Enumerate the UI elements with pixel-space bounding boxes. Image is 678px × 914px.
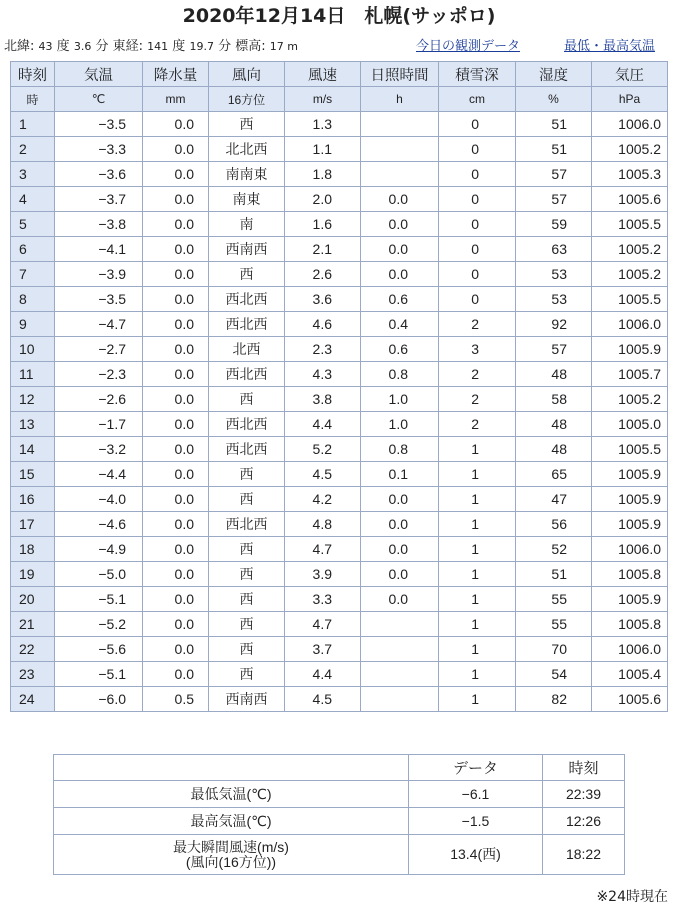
precipitation-cell: 0.0 (143, 212, 209, 237)
pressure-cell: 1005.9 (592, 462, 668, 487)
precipitation-cell: 0.0 (143, 387, 209, 412)
hour-cell: 10 (11, 337, 55, 362)
wind-speed-cell: 4.5 (285, 687, 361, 712)
unit-cell: cm (439, 87, 516, 112)
precipitation-cell: 0.0 (143, 587, 209, 612)
min-unit: 分 (95, 39, 109, 54)
temperature-cell: −3.6 (55, 162, 143, 187)
sunshine-cell: 0.0 (361, 187, 439, 212)
temperature-cell: −5.2 (55, 612, 143, 637)
pressure-cell: 1006.0 (592, 112, 668, 137)
precipitation-cell: 0.0 (143, 112, 209, 137)
precipitation-cell: 0.0 (143, 187, 209, 212)
hour-cell: 15 (11, 462, 55, 487)
sunshine-cell (361, 162, 439, 187)
sunshine-cell: 0.0 (361, 512, 439, 537)
temperature-cell: −4.6 (55, 512, 143, 537)
humidity-cell: 65 (516, 462, 592, 487)
table-row (11, 462, 668, 487)
pressure-cell: 1005.5 (592, 212, 668, 237)
humidity-cell: 59 (516, 212, 592, 237)
table-row (11, 387, 668, 412)
temperature-cell: −6.0 (55, 687, 143, 712)
summary-label-line2: (風向(16方位)) (185, 853, 277, 870)
wind-direction-cell: 西 (209, 387, 285, 412)
hour-cell: 9 (11, 312, 55, 337)
snow-depth-cell: 1 (439, 562, 516, 587)
sunshine-cell: 1.0 (361, 387, 439, 412)
wind-direction-cell: 西 (209, 587, 285, 612)
humidity-cell: 82 (516, 687, 592, 712)
hour-cell: 17 (11, 512, 55, 537)
hour-cell: 12 (11, 387, 55, 412)
wind-speed-cell: 4.7 (285, 537, 361, 562)
humidity-cell: 57 (516, 162, 592, 187)
pressure-cell: 1006.0 (592, 637, 668, 662)
wind-speed-cell: 3.9 (285, 562, 361, 587)
summary-time: 12:26 (543, 808, 625, 835)
snow-depth-cell: 2 (439, 412, 516, 437)
table-row (11, 362, 668, 387)
snow-depth-cell: 1 (439, 437, 516, 462)
precipitation-cell: 0.0 (143, 512, 209, 537)
pressure-cell: 1005.2 (592, 387, 668, 412)
sunshine-cell (361, 687, 439, 712)
wind-direction-cell: 西 (209, 262, 285, 287)
snow-depth-cell: 1 (439, 687, 516, 712)
station-info (4, 36, 674, 58)
hour-cell: 13 (11, 412, 55, 437)
table-row (11, 287, 668, 312)
wind-speed-cell: 4.8 (285, 512, 361, 537)
wind-direction-cell: 西北西 (209, 312, 285, 337)
wind-speed-cell: 2.3 (285, 337, 361, 362)
lat-label: 北緯: (4, 39, 35, 54)
hour-cell: 5 (11, 212, 55, 237)
summary-header-cell: データ (409, 755, 543, 781)
humidity-cell: 51 (516, 112, 592, 137)
wind-speed-cell: 3.8 (285, 387, 361, 412)
wind-speed-cell: 4.4 (285, 662, 361, 687)
sunshine-cell (361, 637, 439, 662)
wind-direction-cell: 西 (209, 562, 285, 587)
wind-direction-cell: 西 (209, 637, 285, 662)
temperature-cell: −5.0 (55, 562, 143, 587)
sunshine-cell: 0.1 (361, 462, 439, 487)
humidity-cell: 55 (516, 587, 592, 612)
header-cell: 時刻 (11, 62, 55, 87)
hour-cell: 21 (11, 612, 55, 637)
table-row (11, 487, 668, 512)
hour-cell: 8 (11, 287, 55, 312)
unit-cell: % (516, 87, 592, 112)
wind-direction-cell: 西北西 (209, 437, 285, 462)
humidity-cell: 70 (516, 637, 592, 662)
summary-header-cell: 時刻 (543, 755, 625, 781)
alt-value: 17 m (269, 40, 298, 53)
header-cell: 湿度 (516, 62, 592, 87)
header-cell: 風速 (285, 62, 361, 87)
precipitation-cell: 0.0 (143, 662, 209, 687)
unit-cell: h (361, 87, 439, 112)
temperature-cell: −3.5 (55, 287, 143, 312)
sunshine-cell: 0.0 (361, 587, 439, 612)
wind-speed-cell: 1.6 (285, 212, 361, 237)
wind-direction-cell: 西 (209, 537, 285, 562)
wind-direction-cell: 西南西 (209, 237, 285, 262)
wind-direction-cell: 南 (209, 212, 285, 237)
precipitation-cell: 0.0 (143, 612, 209, 637)
table-row (11, 537, 668, 562)
snow-depth-cell: 1 (439, 587, 516, 612)
hour-cell: 23 (11, 662, 55, 687)
pressure-cell: 1005.4 (592, 662, 668, 687)
sunshine-cell: 0.6 (361, 287, 439, 312)
unit-cell: 16方位 (209, 87, 285, 112)
hour-cell: 19 (11, 562, 55, 587)
humidity-cell: 53 (516, 287, 592, 312)
header-cell: 積雪深 (439, 62, 516, 87)
table-row (11, 637, 668, 662)
location-text (4, 36, 298, 58)
wind-speed-cell: 2.6 (285, 262, 361, 287)
precipitation-cell: 0.0 (143, 262, 209, 287)
alt-label: 標高: (235, 39, 266, 54)
snow-depth-cell: 1 (439, 662, 516, 687)
snow-depth-cell: 2 (439, 387, 516, 412)
temperature-cell: −2.6 (55, 387, 143, 412)
temperature-cell: −5.6 (55, 637, 143, 662)
snow-depth-cell: 2 (439, 312, 516, 337)
wind-speed-cell: 4.5 (285, 462, 361, 487)
temperature-cell: −4.4 (55, 462, 143, 487)
sunshine-cell: 0.0 (361, 237, 439, 262)
summary-value: 13.4(西) (409, 835, 543, 875)
snow-depth-cell: 1 (439, 537, 516, 562)
precipitation-cell: 0.0 (143, 537, 209, 562)
wind-speed-cell: 3.6 (285, 287, 361, 312)
sunshine-cell: 0.8 (361, 437, 439, 462)
snow-depth-cell: 1 (439, 512, 516, 537)
unit-cell: 時 (11, 87, 55, 112)
hour-cell: 22 (11, 637, 55, 662)
pressure-cell: 1005.2 (592, 137, 668, 162)
pressure-cell: 1005.9 (592, 337, 668, 362)
wind-speed-cell: 1.3 (285, 112, 361, 137)
temperature-cell: −4.0 (55, 487, 143, 512)
table-row (11, 562, 668, 587)
precipitation-cell: 0.0 (143, 237, 209, 262)
humidity-cell: 54 (516, 662, 592, 687)
summary-value: −1.5 (409, 808, 543, 835)
hour-cell: 3 (11, 162, 55, 187)
temperature-cell: −4.9 (55, 537, 143, 562)
precipitation-cell: 0.5 (143, 687, 209, 712)
snow-depth-cell: 0 (439, 237, 516, 262)
wind-direction-cell: 西 (209, 462, 285, 487)
wind-direction-cell: 西北西 (209, 512, 285, 537)
wind-direction-cell: 北西 (209, 337, 285, 362)
minmax-temp-link[interactable]: 最低・最高気温 (564, 39, 656, 54)
temperature-cell: −3.9 (55, 262, 143, 287)
summary-label (54, 835, 409, 875)
page-title: 2020年12月14日 札幌(サッポロ) (182, 5, 496, 27)
humidity-cell: 53 (516, 262, 592, 287)
wind-direction-cell: 西 (209, 112, 285, 137)
humidity-cell: 51 (516, 562, 592, 587)
temperature-cell: −5.1 (55, 662, 143, 687)
humidity-cell: 47 (516, 487, 592, 512)
precipitation-cell: 0.0 (143, 437, 209, 462)
snow-depth-cell: 0 (439, 187, 516, 212)
snow-depth-cell: 1 (439, 637, 516, 662)
snow-depth-cell: 0 (439, 137, 516, 162)
pressure-cell: 1005.6 (592, 687, 668, 712)
wind-direction-cell: 西 (209, 487, 285, 512)
summary-time: 22:39 (543, 781, 625, 808)
deg-unit-2: 度 (172, 39, 186, 54)
pressure-cell: 1005.2 (592, 262, 668, 287)
sunshine-cell: 0.4 (361, 312, 439, 337)
table-row (11, 187, 668, 212)
hour-cell: 18 (11, 537, 55, 562)
hour-cell: 6 (11, 237, 55, 262)
unit-cell: hPa (592, 87, 668, 112)
lat-deg: 43 (38, 40, 53, 53)
table-row (11, 137, 668, 162)
summary-table (53, 754, 625, 875)
precipitation-cell: 0.0 (143, 162, 209, 187)
header-cell: 降水量 (143, 62, 209, 87)
snow-depth-cell: 2 (439, 362, 516, 387)
hour-cell: 14 (11, 437, 55, 462)
humidity-cell: 63 (516, 237, 592, 262)
temperature-cell: −2.3 (55, 362, 143, 387)
snow-depth-cell: 0 (439, 112, 516, 137)
summary-label: 最低気温(℃) (54, 781, 409, 808)
humidity-cell: 57 (516, 337, 592, 362)
hourly-body (11, 112, 668, 712)
wind-direction-cell: 西北西 (209, 412, 285, 437)
hour-cell: 7 (11, 262, 55, 287)
table-row (11, 412, 668, 437)
wind-speed-cell: 4.2 (285, 487, 361, 512)
temperature-cell: −2.7 (55, 337, 143, 362)
humidity-cell: 52 (516, 537, 592, 562)
summary-header-cell (54, 755, 409, 781)
hour-cell: 1 (11, 112, 55, 137)
snow-depth-cell: 1 (439, 487, 516, 512)
min-unit-2: 分 (218, 39, 232, 54)
temperature-cell: −1.7 (55, 412, 143, 437)
table-row (11, 162, 668, 187)
pressure-cell: 1005.5 (592, 287, 668, 312)
hour-cell: 4 (11, 187, 55, 212)
lon-label: 東経: (112, 39, 144, 54)
unit-cell: ℃ (55, 87, 143, 112)
header-cell: 気温 (55, 62, 143, 87)
precipitation-cell: 0.0 (143, 462, 209, 487)
sunshine-cell: 0.0 (361, 537, 439, 562)
pressure-cell: 1005.9 (592, 587, 668, 612)
precipitation-cell: 0.0 (143, 562, 209, 587)
today-data-link[interactable]: 今日の観測データ (416, 39, 521, 54)
hour-cell: 20 (11, 587, 55, 612)
precipitation-cell: 0.0 (143, 487, 209, 512)
temperature-cell: −3.7 (55, 187, 143, 212)
lat-min: 3.6 (73, 40, 92, 53)
temperature-cell: −3.8 (55, 212, 143, 237)
pressure-cell: 1005.3 (592, 162, 668, 187)
precipitation-cell: 0.0 (143, 412, 209, 437)
hourly-table (10, 61, 668, 712)
sunshine-cell (361, 137, 439, 162)
snow-depth-cell: 3 (439, 337, 516, 362)
footnote: ※24時現在 (596, 889, 668, 905)
summary-header-row (54, 755, 625, 781)
wind-direction-cell: 西南西 (209, 687, 285, 712)
temperature-cell: −3.2 (55, 437, 143, 462)
table-row (11, 687, 668, 712)
unit-cell: m/s (285, 87, 361, 112)
humidity-cell: 57 (516, 187, 592, 212)
wind-speed-cell: 3.3 (285, 587, 361, 612)
deg-unit: 度 (56, 39, 70, 54)
header-cell: 風向 (209, 62, 285, 87)
temperature-cell: −4.1 (55, 237, 143, 262)
humidity-cell: 48 (516, 412, 592, 437)
table-row (11, 237, 668, 262)
wind-direction-cell: 南東 (209, 187, 285, 212)
summary-label: 最高気温(℃) (54, 808, 409, 835)
sunshine-cell (361, 112, 439, 137)
header-cell: 気圧 (592, 62, 668, 87)
hour-cell: 16 (11, 487, 55, 512)
summary-row-max-gust (54, 835, 625, 875)
precipitation-cell: 0.0 (143, 137, 209, 162)
humidity-cell: 48 (516, 362, 592, 387)
sunshine-cell (361, 612, 439, 637)
wind-speed-cell: 4.7 (285, 612, 361, 637)
humidity-cell: 58 (516, 387, 592, 412)
wind-direction-cell: 南南東 (209, 162, 285, 187)
wind-direction-cell: 西 (209, 662, 285, 687)
hour-cell: 24 (11, 687, 55, 712)
wind-speed-cell: 1.1 (285, 137, 361, 162)
precipitation-cell: 0.0 (143, 637, 209, 662)
humidity-cell: 56 (516, 512, 592, 537)
precipitation-cell: 0.0 (143, 362, 209, 387)
precipitation-cell: 0.0 (143, 312, 209, 337)
pressure-cell: 1005.8 (592, 562, 668, 587)
wind-direction-cell: 西北西 (209, 287, 285, 312)
lon-min: 19.7 (189, 40, 214, 53)
snow-depth-cell: 1 (439, 462, 516, 487)
pressure-cell: 1006.0 (592, 312, 668, 337)
summary-row-max-temp (54, 808, 625, 835)
wind-speed-cell: 5.2 (285, 437, 361, 462)
snow-depth-cell: 0 (439, 212, 516, 237)
temperature-cell: −3.3 (55, 137, 143, 162)
wind-speed-cell: 2.1 (285, 237, 361, 262)
table-row (11, 112, 668, 137)
sunshine-cell: 0.0 (361, 212, 439, 237)
table-row (11, 212, 668, 237)
table-row (11, 312, 668, 337)
precipitation-cell: 0.0 (143, 287, 209, 312)
summary-value: −6.1 (409, 781, 543, 808)
table-row (11, 512, 668, 537)
table-row (11, 262, 668, 287)
snow-depth-cell: 1 (439, 612, 516, 637)
hour-cell: 2 (11, 137, 55, 162)
sunshine-cell: 0.8 (361, 362, 439, 387)
summary-label-line1: 最大瞬間風速(m/s) (173, 838, 289, 855)
pressure-cell: 1005.9 (592, 512, 668, 537)
pressure-cell: 1005.5 (592, 437, 668, 462)
sunshine-cell (361, 662, 439, 687)
pressure-cell: 1005.8 (592, 612, 668, 637)
sunshine-cell: 0.6 (361, 337, 439, 362)
header-cell: 日照時間 (361, 62, 439, 87)
snow-depth-cell: 0 (439, 287, 516, 312)
summary-time: 18:22 (543, 835, 625, 875)
snow-depth-cell: 0 (439, 262, 516, 287)
table-row (11, 662, 668, 687)
lon-deg: 141 (147, 40, 169, 53)
unit-cell: mm (143, 87, 209, 112)
wind-speed-cell: 4.6 (285, 312, 361, 337)
wind-speed-cell: 2.0 (285, 187, 361, 212)
table-row (11, 337, 668, 362)
wind-speed-cell: 4.3 (285, 362, 361, 387)
humidity-cell: 92 (516, 312, 592, 337)
temperature-cell: −4.7 (55, 312, 143, 337)
sunshine-cell: 0.0 (361, 487, 439, 512)
table-row (11, 612, 668, 637)
temperature-cell: −3.5 (55, 112, 143, 137)
wind-direction-cell: 北北西 (209, 137, 285, 162)
pressure-cell: 1006.0 (592, 537, 668, 562)
humidity-cell: 51 (516, 137, 592, 162)
pressure-cell: 1005.9 (592, 487, 668, 512)
wind-speed-cell: 3.7 (285, 637, 361, 662)
sunshine-cell: 1.0 (361, 412, 439, 437)
pressure-cell: 1005.6 (592, 187, 668, 212)
sunshine-cell: 0.0 (361, 562, 439, 587)
header-row (11, 62, 668, 87)
humidity-cell: 55 (516, 612, 592, 637)
wind-direction-cell: 西 (209, 612, 285, 637)
pressure-cell: 1005.0 (592, 412, 668, 437)
hour-cell: 11 (11, 362, 55, 387)
pressure-cell: 1005.7 (592, 362, 668, 387)
units-row (11, 87, 668, 112)
temperature-cell: −5.1 (55, 587, 143, 612)
table-row (11, 437, 668, 462)
humidity-cell: 48 (516, 437, 592, 462)
pressure-cell: 1005.2 (592, 237, 668, 262)
precipitation-cell: 0.0 (143, 337, 209, 362)
wind-direction-cell: 西北西 (209, 362, 285, 387)
sunshine-cell: 0.0 (361, 262, 439, 287)
summary-row-min-temp (54, 781, 625, 808)
wind-speed-cell: 4.4 (285, 412, 361, 437)
table-row (11, 587, 668, 612)
snow-depth-cell: 0 (439, 162, 516, 187)
wind-speed-cell: 1.8 (285, 162, 361, 187)
